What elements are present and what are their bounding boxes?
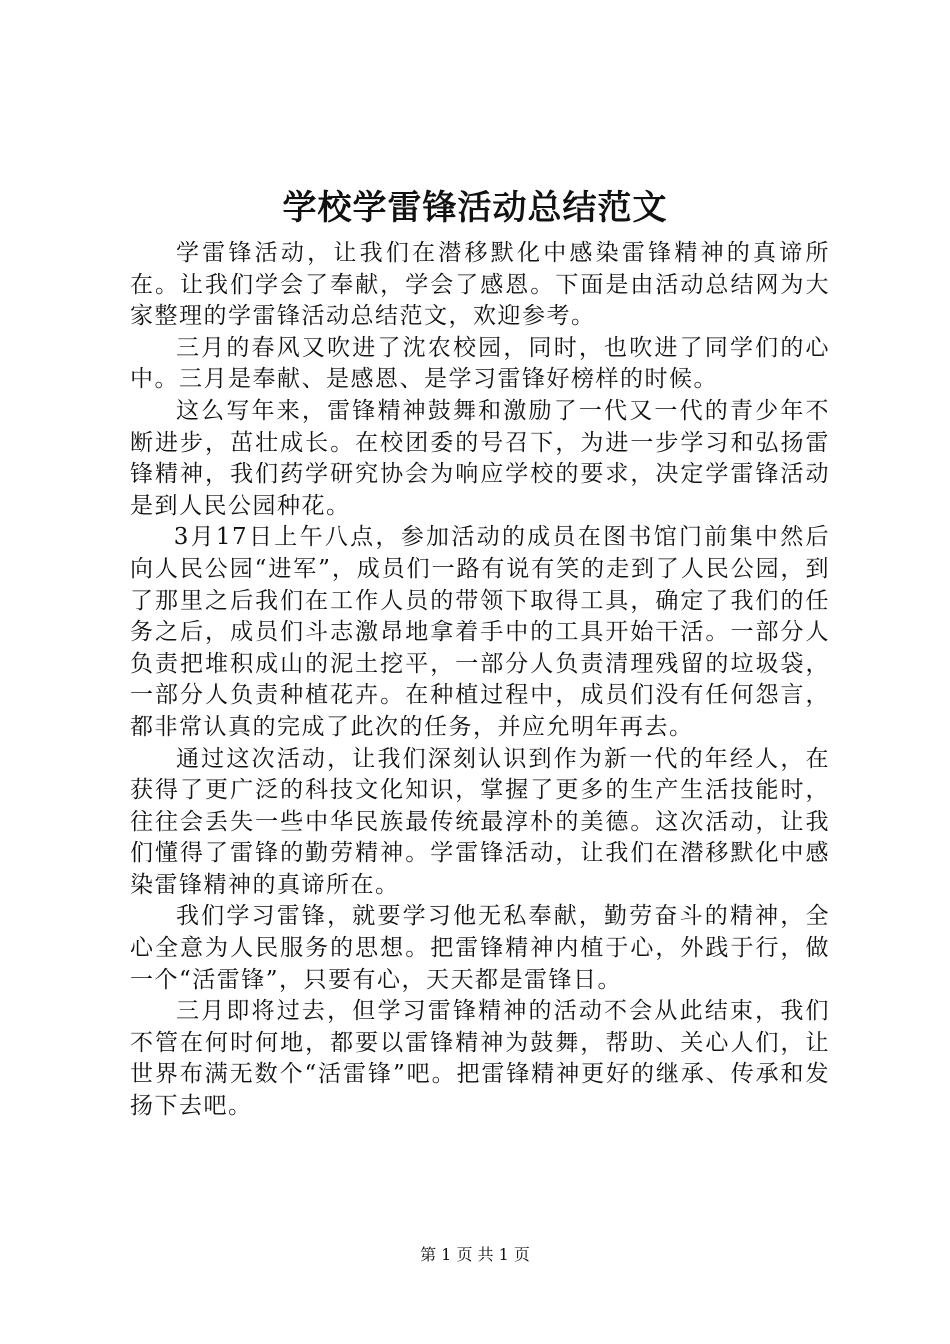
paragraph-background: 这么写年来，雷锋精神鼓舞和激励了一代又一代的青少年不断进步，茁壮成长。在校团委的号召下，为进一步学习和弘扬雷锋精神，我们药学研究协会为响应学校的要求，决定学雷锋活动是到人民公园种花。 [130,397,830,519]
paragraph-learning: 我们学习雷锋，就要学习他无私奉献，勤劳奋斗的精神，全心全意为人民服务的思想。把雷锋精神内植于心，外践于行，做一个“活雷锋”，只要有心，天天都是雷锋日。 [130,903,830,993]
paragraph-activity: 3月17日上午八点，参加活动的成员在图书馆门前集中然后向人民公园“进军”，成员们一路有说有笑的走到了人民公园，到了那里之后我们在工作人员的带领下取得工具，确定了我们的任务之后，成员们斗志激昂地拿着手中的工具开始干活。一部分人负责把堆积成山的泥土挖平，一部分人负责清理残留的垃圾袋，一部分人负责种植花卉。在种植过程中，成员们没有任何怨言，都非常认真的完成了此次的任务，并应允明年再去。 [130,524,830,740]
document-body [130,238,830,1123]
document-title: 学校学雷锋活动总结范文 [282,188,668,228]
paragraph-conclusion: 三月即将过去，但学习雷锋精神的活动不会从此结束，我们不管在何时何地，都要以雷锋精神为鼓舞，帮助、关心人们，让世界布满无数个“活雷锋”吧。把雷锋精神更好的继承、传承和发扬下去吧。 [130,998,830,1120]
paragraph-spring: 三月的春风又吹进了沈农校园，同时，也吹进了同学们的心中。三月是奉献、是感恩、是学习雷锋好榜样的时候。 [130,334,830,393]
paragraph-reflection: 通过这次活动，让我们深刻认识到作为新一代的年经人，在获得了更广泛的科技文化知识，掌握了更多的生产生活技能时，往往会丢失一些中华民族最传统最淳朴的美德。这次活动，让我们懂得了雷锋的勤劳精神。学雷锋活动，让我们在潜移默化中感染雷锋精神的真谛所在。 [130,745,830,898]
page-number-footer: 第 1 页 共 1 页 [420,1245,530,1264]
paragraph-intro: 学雷锋活动，让我们在潜移默化中感染雷锋精神的真谛所在。让我们学会了奉献，学会了感恩。下面是由活动总结网为大家整理的学雷锋活动总结范文，欢迎参考。 [130,240,830,330]
